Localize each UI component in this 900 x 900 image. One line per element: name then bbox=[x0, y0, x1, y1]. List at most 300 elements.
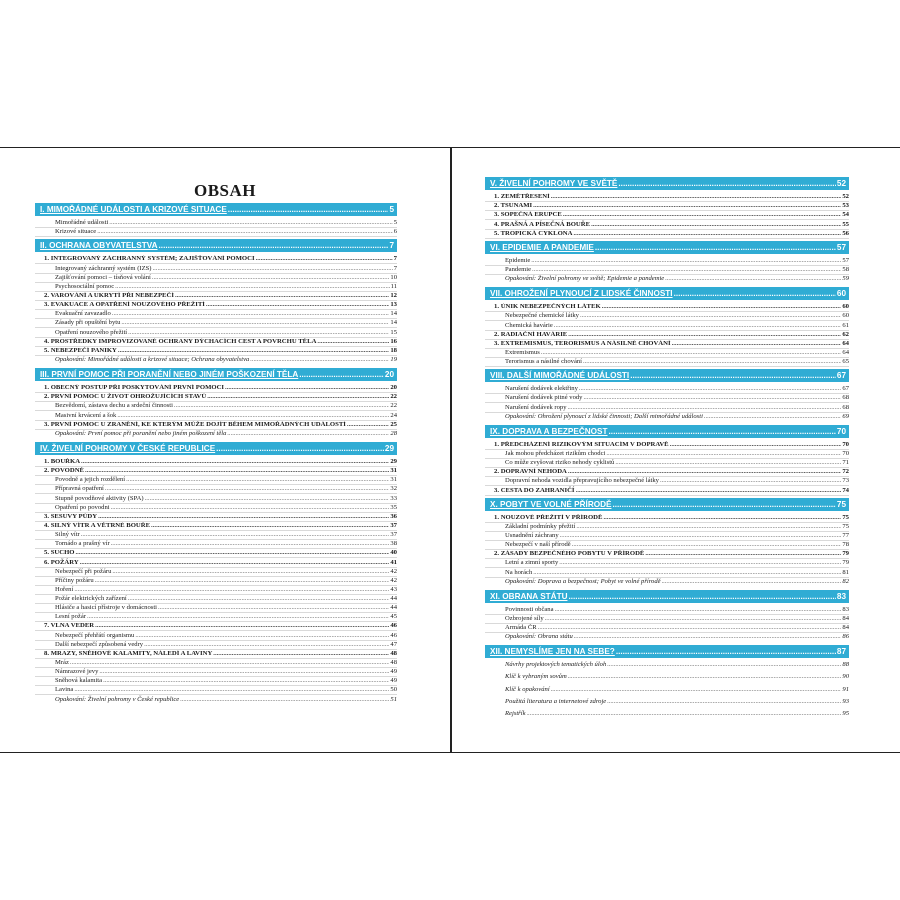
leader-dots bbox=[545, 615, 842, 623]
entry-label: Povinnosti občana bbox=[505, 605, 554, 613]
leader-dots bbox=[74, 686, 389, 694]
toc-entry[interactable] bbox=[35, 531, 397, 540]
entry-label: Pandemie bbox=[505, 265, 532, 273]
toc-entry[interactable] bbox=[485, 541, 849, 550]
toc-entry[interactable] bbox=[485, 685, 849, 693]
entry-label: 2. VAROVÁNÍ A UKRYTÍ PŘI NEBEZPEČÍ bbox=[44, 291, 174, 299]
leader-dots bbox=[606, 450, 841, 458]
entry-label: Zásady při opuštění bytu bbox=[55, 319, 121, 327]
section-heading[interactable] bbox=[485, 241, 849, 254]
entry-label: Usnadnění záchrany bbox=[505, 531, 559, 539]
entry-page-number: 56 bbox=[842, 229, 849, 237]
toc-entry[interactable] bbox=[485, 275, 849, 283]
toc-section bbox=[35, 368, 397, 438]
entry-page-number: 68 bbox=[842, 394, 849, 402]
leader-dots bbox=[95, 577, 390, 585]
entry-label: 2. PRVNÍ POMOC U ŽIVOT OHROŽUJÍCÍCH STAVŮ bbox=[44, 393, 207, 401]
entry-label: Klíč k vybraným sovům bbox=[505, 673, 567, 681]
toc-entry[interactable] bbox=[35, 310, 397, 319]
leader-dots bbox=[347, 421, 389, 429]
entry-page-number: 10 bbox=[390, 273, 397, 281]
leader-dots bbox=[144, 641, 389, 649]
toc-entry[interactable] bbox=[485, 606, 849, 615]
leader-dots bbox=[111, 504, 390, 512]
leader-dots bbox=[612, 498, 835, 511]
section-page-number: 75 bbox=[836, 499, 846, 509]
leader-dots bbox=[568, 673, 842, 681]
section-title: VII. OHROŽENÍ PLYNOUCÍ Z LIDSKÉ ČINNOSTI bbox=[490, 289, 673, 299]
toc-entry[interactable] bbox=[35, 695, 397, 703]
toc-entry[interactable] bbox=[485, 331, 849, 340]
toc-entry[interactable] bbox=[35, 384, 397, 393]
leader-dots bbox=[602, 303, 842, 311]
toc-entry[interactable] bbox=[485, 193, 849, 202]
entry-label: Nebezpečí při požáru bbox=[55, 567, 112, 575]
toc-entry[interactable] bbox=[485, 559, 849, 568]
toc-entry[interactable] bbox=[35, 264, 397, 273]
toc-section bbox=[485, 369, 849, 421]
entry-page-number: 84 bbox=[842, 614, 849, 622]
toc-entry[interactable] bbox=[35, 568, 397, 577]
section-title: XI. OBRANA STÁTU bbox=[490, 591, 568, 601]
toc-entry[interactable] bbox=[35, 402, 397, 411]
leader-dots bbox=[670, 441, 842, 449]
toc-entry[interactable] bbox=[35, 504, 397, 513]
section-heading[interactable] bbox=[485, 498, 849, 511]
entry-page-number: 64 bbox=[842, 348, 849, 356]
entry-label: 3. EVAKUACE A OPATŘENÍ NOUZOVÉHO PŘEŽITÍ bbox=[44, 301, 205, 309]
toc-entry[interactable] bbox=[35, 586, 397, 595]
toc-entry[interactable] bbox=[35, 513, 397, 522]
entry-label: 5. SUCHO bbox=[44, 549, 75, 557]
entry-page-number: 40 bbox=[390, 549, 397, 557]
toc-entry[interactable] bbox=[35, 255, 397, 264]
entry-label: 1. INTEGROVANÝ ZÁCHRANNÝ SYSTÉM; ZAJIŠŤOVÁNÍ POMOCI bbox=[44, 255, 255, 263]
toc-entry[interactable] bbox=[485, 624, 849, 633]
toc-entry[interactable] bbox=[35, 622, 397, 631]
leader-dots bbox=[95, 622, 389, 630]
toc-entry[interactable] bbox=[485, 578, 849, 586]
leader-dots bbox=[112, 310, 390, 318]
entry-page-number: 12 bbox=[390, 291, 397, 299]
toc-entry[interactable] bbox=[485, 266, 849, 275]
entry-label: 2. TSUNAMI bbox=[494, 202, 533, 210]
entry-label: Zajišťování pomoci – tísňová volání bbox=[55, 273, 151, 281]
toc-entry[interactable] bbox=[35, 421, 397, 430]
section-heading[interactable] bbox=[35, 203, 397, 216]
entry-label: 3. SOPEČNÁ ERUPCE bbox=[494, 211, 562, 219]
entry-label: Opakování: Živelní pohromy v České republice bbox=[55, 695, 180, 703]
leader-dots bbox=[574, 633, 842, 641]
entry-label: 1. ZEMĚTŘESENÍ bbox=[494, 193, 550, 201]
entry-page-number: 48 bbox=[390, 659, 397, 667]
entry-label: Opakování: Živelní pohromy ve světě; Epidemie a pandemie bbox=[505, 275, 665, 283]
toc-section bbox=[35, 203, 397, 237]
toc-entry[interactable] bbox=[35, 274, 397, 283]
entry-page-number: 79 bbox=[842, 559, 849, 567]
toc-entry[interactable] bbox=[35, 228, 397, 237]
toc-entry[interactable] bbox=[35, 522, 397, 531]
entry-page-number: 79 bbox=[842, 550, 849, 558]
toc-entry[interactable] bbox=[485, 413, 849, 421]
leader-dots bbox=[576, 487, 842, 495]
entry-label: Opatření nouzového přežití bbox=[55, 328, 128, 336]
entry-label: Epidemie bbox=[505, 256, 531, 264]
entry-page-number: 15 bbox=[390, 328, 397, 336]
entry-label: Příčiny požáru bbox=[55, 576, 94, 584]
entry-label: Hlásiče a hasicí přístroje v domácnosti bbox=[55, 604, 157, 612]
leader-dots bbox=[660, 477, 841, 485]
toc-entry[interactable] bbox=[485, 550, 849, 559]
entry-label: Další nebezpečí způsobená vedry bbox=[55, 640, 144, 648]
toc-entry[interactable] bbox=[485, 257, 849, 266]
leader-dots bbox=[591, 221, 841, 229]
section-page-number: 29 bbox=[384, 443, 394, 453]
entry-page-number: 75 bbox=[842, 513, 849, 521]
leader-dots bbox=[551, 193, 842, 201]
section-heading[interactable] bbox=[35, 239, 397, 252]
toc-entry[interactable] bbox=[35, 604, 397, 613]
entry-page-number: 47 bbox=[390, 640, 397, 648]
leader-dots bbox=[206, 301, 389, 309]
leader-dots bbox=[75, 549, 389, 557]
entry-label: Nebezpečí v naší přírodě bbox=[505, 541, 571, 549]
entry-label: 1. OBECNÝ POSTUP PŘI POSKYTOVÁNÍ PRVNÍ POMOCI bbox=[44, 384, 225, 392]
entry-label: Námrazové jevy bbox=[55, 668, 99, 676]
leader-dots bbox=[704, 413, 841, 421]
leader-dots bbox=[98, 513, 389, 521]
leader-dots bbox=[563, 211, 842, 219]
entry-label: Narušení dodávek ropy bbox=[505, 403, 567, 411]
entry-page-number: 62 bbox=[842, 330, 849, 338]
leader-dots bbox=[85, 467, 389, 475]
leader-dots bbox=[74, 586, 389, 594]
section-page-number: 5 bbox=[389, 205, 394, 214]
leader-dots bbox=[81, 531, 390, 539]
entry-page-number: 35 bbox=[390, 503, 397, 511]
toc-section bbox=[485, 498, 849, 586]
entry-label: Rejstřík bbox=[505, 709, 526, 717]
toc-entry[interactable] bbox=[35, 338, 397, 347]
leader-dots bbox=[256, 255, 393, 263]
toc-entry[interactable] bbox=[485, 673, 849, 681]
leader-dots bbox=[531, 257, 841, 265]
entry-label: Nebezpečné chemické látky bbox=[505, 312, 579, 320]
entry-label: Integrovaný záchranný systém (IZS) bbox=[55, 264, 152, 272]
entry-page-number: 22 bbox=[390, 402, 397, 410]
leader-dots bbox=[538, 624, 842, 632]
entry-label: Ozbrojené síly bbox=[505, 614, 544, 622]
entry-page-number: 20 bbox=[390, 384, 397, 392]
toc-entry[interactable] bbox=[485, 710, 849, 718]
toc-entry[interactable] bbox=[485, 477, 849, 486]
section-title: IV. ŽIVELNÍ POHROMY V ČESKÉ REPUBLICE bbox=[40, 443, 216, 453]
toc-section bbox=[485, 590, 849, 642]
toc-entry[interactable] bbox=[35, 494, 397, 503]
toc-entry[interactable] bbox=[35, 641, 397, 650]
section-page-number: 83 bbox=[836, 591, 846, 601]
toc-entry[interactable] bbox=[35, 686, 397, 695]
toc-entry[interactable] bbox=[485, 403, 849, 412]
leader-dots bbox=[225, 384, 389, 392]
section-title: XII. NEMYSLÍME JEN NA SEBE? bbox=[490, 647, 615, 657]
entry-page-number: 50 bbox=[390, 686, 397, 694]
entry-page-number: 31 bbox=[390, 476, 397, 484]
toc-entry[interactable] bbox=[35, 356, 397, 364]
section-heading[interactable] bbox=[35, 442, 397, 455]
entry-label: Opakování: Doprava a bezpečnost; Pobyt ve volné přírodě bbox=[505, 577, 661, 585]
entry-page-number: 37 bbox=[390, 521, 397, 529]
leader-dots bbox=[152, 274, 390, 282]
leader-dots bbox=[583, 394, 841, 402]
leader-dots bbox=[568, 331, 841, 339]
section-page-number: 87 bbox=[836, 647, 846, 657]
leader-dots bbox=[80, 559, 390, 567]
section-title: VI. EPIDEMIE A PANDEMIE bbox=[490, 242, 594, 252]
toc-entry[interactable] bbox=[485, 220, 849, 229]
entry-page-number: 75 bbox=[842, 522, 849, 530]
toc-entry[interactable] bbox=[35, 476, 397, 485]
entry-label: Armáda ČR bbox=[505, 624, 537, 632]
entry-page-number: 46 bbox=[390, 631, 397, 639]
toc-entry[interactable] bbox=[485, 202, 849, 211]
toc-entry[interactable] bbox=[485, 468, 849, 477]
section-heading[interactable] bbox=[485, 369, 849, 382]
leader-dots bbox=[145, 495, 390, 503]
section-page-number: 20 bbox=[384, 369, 394, 379]
left-page bbox=[0, 147, 451, 753]
leader-dots bbox=[672, 340, 842, 348]
entry-label: 1. NOUZOVÉ PŘEŽITÍ V PŘÍRODĚ bbox=[494, 513, 603, 521]
entry-label: Opakování: První pomoc při poranění nebo jiném poškození těla bbox=[55, 429, 227, 437]
section-heading[interactable] bbox=[485, 645, 849, 658]
leader-dots bbox=[126, 476, 389, 484]
entry-label: Opatření po povodni bbox=[55, 503, 110, 511]
entry-label: 1. BOUŘKA bbox=[44, 457, 81, 465]
toc-entry[interactable] bbox=[35, 631, 397, 640]
toc-entry[interactable] bbox=[485, 523, 849, 532]
section-page-number: 7 bbox=[389, 241, 394, 251]
toc-entry[interactable] bbox=[35, 219, 397, 228]
entry-page-number: 81 bbox=[842, 568, 849, 576]
toc-entry[interactable] bbox=[485, 441, 849, 450]
entry-label: Masivní krvácení a šok bbox=[55, 411, 117, 419]
toc-entry[interactable] bbox=[485, 615, 849, 624]
entry-page-number: 5 bbox=[393, 219, 397, 227]
toc-entry[interactable] bbox=[35, 540, 397, 549]
toc-section bbox=[485, 645, 849, 718]
entry-label: Na horách bbox=[505, 568, 533, 576]
entry-label: 1. ÚNIK NEBEZPEČNÝCH LÁTEK bbox=[494, 303, 601, 311]
entry-page-number: 67 bbox=[842, 385, 849, 393]
section-heading[interactable] bbox=[485, 425, 849, 438]
toc-entry[interactable] bbox=[485, 321, 849, 330]
entry-label: Nebezpečí přehřátí organismu bbox=[55, 631, 135, 639]
toc-entry[interactable] bbox=[35, 613, 397, 622]
toc-entry[interactable] bbox=[35, 347, 397, 356]
entry-label: Základní podmínky přežití bbox=[505, 522, 576, 530]
entry-page-number: 44 bbox=[390, 595, 397, 603]
entry-page-number: 25 bbox=[390, 420, 397, 428]
entry-page-number: 36 bbox=[390, 512, 397, 520]
leader-dots bbox=[227, 430, 389, 438]
section-heading[interactable] bbox=[35, 368, 397, 381]
leader-dots bbox=[135, 632, 389, 640]
entry-page-number: 29 bbox=[390, 457, 397, 465]
toc-entry[interactable] bbox=[485, 698, 849, 706]
toc-entry[interactable] bbox=[35, 549, 397, 558]
entry-page-number: 7 bbox=[393, 255, 397, 263]
section-page-number: 57 bbox=[836, 242, 846, 252]
entry-page-number: 86 bbox=[842, 633, 849, 641]
leader-dots bbox=[645, 550, 841, 558]
toc-section bbox=[485, 177, 849, 239]
section-heading[interactable] bbox=[485, 590, 849, 603]
entry-page-number: 22 bbox=[390, 393, 397, 401]
entry-page-number: 31 bbox=[390, 467, 397, 475]
toc-entry[interactable] bbox=[485, 349, 849, 358]
entry-page-number: 90 bbox=[842, 673, 849, 681]
toc-entry[interactable] bbox=[485, 303, 849, 312]
toc-entry[interactable] bbox=[35, 668, 397, 677]
leader-dots bbox=[117, 412, 389, 420]
toc-entry[interactable] bbox=[485, 568, 849, 577]
toc-entry[interactable] bbox=[35, 411, 397, 420]
entry-page-number: 77 bbox=[842, 531, 849, 539]
leader-dots bbox=[595, 241, 836, 254]
entry-page-number: 45 bbox=[390, 613, 397, 621]
toc-entry[interactable] bbox=[485, 340, 849, 349]
entry-label: Co může zvyšovat riziko nehody cyklistů bbox=[505, 459, 615, 467]
entry-label: Evakuační zavazadlo bbox=[55, 310, 111, 318]
entry-page-number: 19 bbox=[390, 355, 397, 363]
toc-entry[interactable] bbox=[35, 467, 397, 476]
leader-dots bbox=[572, 541, 842, 549]
entry-label: Sněhová kalamita bbox=[55, 677, 103, 685]
entry-label: Terorismus a násilné chování bbox=[505, 358, 582, 366]
section-heading[interactable] bbox=[485, 287, 849, 300]
toc-entry[interactable] bbox=[35, 558, 397, 567]
entry-page-number: 42 bbox=[390, 576, 397, 584]
section-page-number: 67 bbox=[836, 371, 846, 381]
leader-dots bbox=[97, 228, 393, 236]
toc-entry[interactable] bbox=[35, 283, 397, 292]
entry-label: Opakování: Ohrožení plynoucí z lidské činnosti; Další mimořádné události bbox=[505, 412, 703, 420]
toc-entry[interactable] bbox=[35, 430, 397, 438]
leader-dots bbox=[532, 266, 841, 274]
toc-entry[interactable] bbox=[485, 230, 849, 239]
leader-dots bbox=[568, 404, 842, 412]
toc-entry[interactable] bbox=[485, 312, 849, 321]
toc-entry[interactable] bbox=[35, 458, 397, 467]
leader-dots bbox=[105, 485, 390, 493]
leader-dots bbox=[151, 522, 389, 530]
leader-dots bbox=[118, 347, 389, 355]
leader-dots bbox=[250, 356, 389, 364]
toc-entry[interactable] bbox=[485, 633, 849, 641]
leader-dots bbox=[109, 219, 392, 227]
entry-label: 2. DOPRAVNÍ NEHODA bbox=[494, 468, 567, 476]
toc-entry[interactable] bbox=[485, 459, 849, 468]
entry-page-number: 14 bbox=[390, 319, 397, 327]
toc-entry[interactable] bbox=[35, 485, 397, 494]
entry-label: 5. NEBEZPEČÍ PANIKY bbox=[44, 346, 117, 354]
toc-entry[interactable] bbox=[485, 358, 849, 367]
entry-label: 2. ZÁSADY BEZPEČNÉHO POBYTU V PŘÍRODĚ bbox=[494, 550, 645, 558]
leader-dots bbox=[317, 338, 389, 346]
entry-label: Bezvědomí, zástava dechu a srdeční činnosti bbox=[55, 402, 173, 410]
toc-entry[interactable] bbox=[485, 211, 849, 220]
entry-page-number: 52 bbox=[842, 193, 849, 201]
leader-dots bbox=[121, 319, 389, 327]
leader-dots bbox=[559, 559, 841, 567]
section-page-number: 52 bbox=[836, 179, 846, 188]
toc-entry[interactable] bbox=[35, 677, 397, 686]
leader-dots bbox=[99, 668, 389, 676]
section-heading[interactable] bbox=[485, 177, 849, 190]
entry-page-number: 44 bbox=[390, 604, 397, 612]
toc-entry[interactable] bbox=[485, 486, 849, 495]
toc-entry[interactable] bbox=[35, 650, 397, 659]
leader-dots bbox=[560, 532, 842, 540]
leader-dots bbox=[630, 369, 836, 382]
leader-dots bbox=[180, 696, 389, 704]
entry-page-number: 95 bbox=[842, 709, 849, 717]
toc-section bbox=[485, 425, 849, 496]
toc-entry[interactable] bbox=[35, 292, 397, 301]
entry-label: Chemická havárie bbox=[505, 321, 553, 329]
toc-entry[interactable] bbox=[485, 385, 849, 394]
entry-page-number: 59 bbox=[842, 275, 849, 283]
entry-page-number: 18 bbox=[390, 346, 397, 354]
leader-dots bbox=[580, 312, 841, 320]
entry-label: Použitá literatura a internetové zdroje bbox=[505, 697, 607, 705]
toc-entry[interactable] bbox=[485, 394, 849, 403]
toc-entry[interactable] bbox=[35, 319, 397, 328]
leader-dots bbox=[299, 368, 384, 381]
entry-page-number: 72 bbox=[842, 468, 849, 476]
toc-right bbox=[485, 177, 849, 722]
toc-entry[interactable] bbox=[485, 450, 849, 459]
leader-dots bbox=[174, 402, 389, 410]
entry-label: Jak mohou předcházet rizikům chodci bbox=[505, 449, 606, 457]
leader-dots bbox=[662, 578, 842, 586]
toc-section bbox=[35, 442, 397, 704]
section-title: X. POBYT VE VOLNÉ PŘÍRODĚ bbox=[490, 499, 612, 509]
entry-label: Lesní požár bbox=[55, 613, 86, 621]
entry-page-number: 69 bbox=[842, 412, 849, 420]
entry-page-number: 61 bbox=[842, 321, 849, 329]
entry-label: Silný vítr bbox=[55, 531, 80, 539]
entry-page-number: 49 bbox=[390, 668, 397, 676]
entry-page-number: 78 bbox=[842, 541, 849, 549]
right-page bbox=[451, 147, 900, 753]
entry-page-number: 49 bbox=[390, 677, 397, 685]
entry-label: 4. SILNÝ VÍTR A VĚTRNÉ BOUŘE bbox=[44, 521, 151, 529]
toc-entry[interactable] bbox=[485, 514, 849, 523]
entry-page-number: 41 bbox=[390, 558, 397, 566]
toc-entry[interactable] bbox=[35, 393, 397, 402]
toc-entry[interactable] bbox=[35, 595, 397, 604]
toc-entry[interactable] bbox=[485, 532, 849, 541]
toc-entry[interactable] bbox=[35, 328, 397, 337]
toc-entry[interactable] bbox=[35, 577, 397, 586]
entry-label: Opakování: Mimořádné události a krizové situace; Ochrana obyvatelstva bbox=[55, 355, 250, 363]
toc-entry[interactable] bbox=[485, 661, 849, 669]
toc-entry[interactable] bbox=[35, 301, 397, 310]
toc-entry[interactable] bbox=[35, 659, 397, 668]
entry-page-number: 57 bbox=[842, 256, 849, 264]
